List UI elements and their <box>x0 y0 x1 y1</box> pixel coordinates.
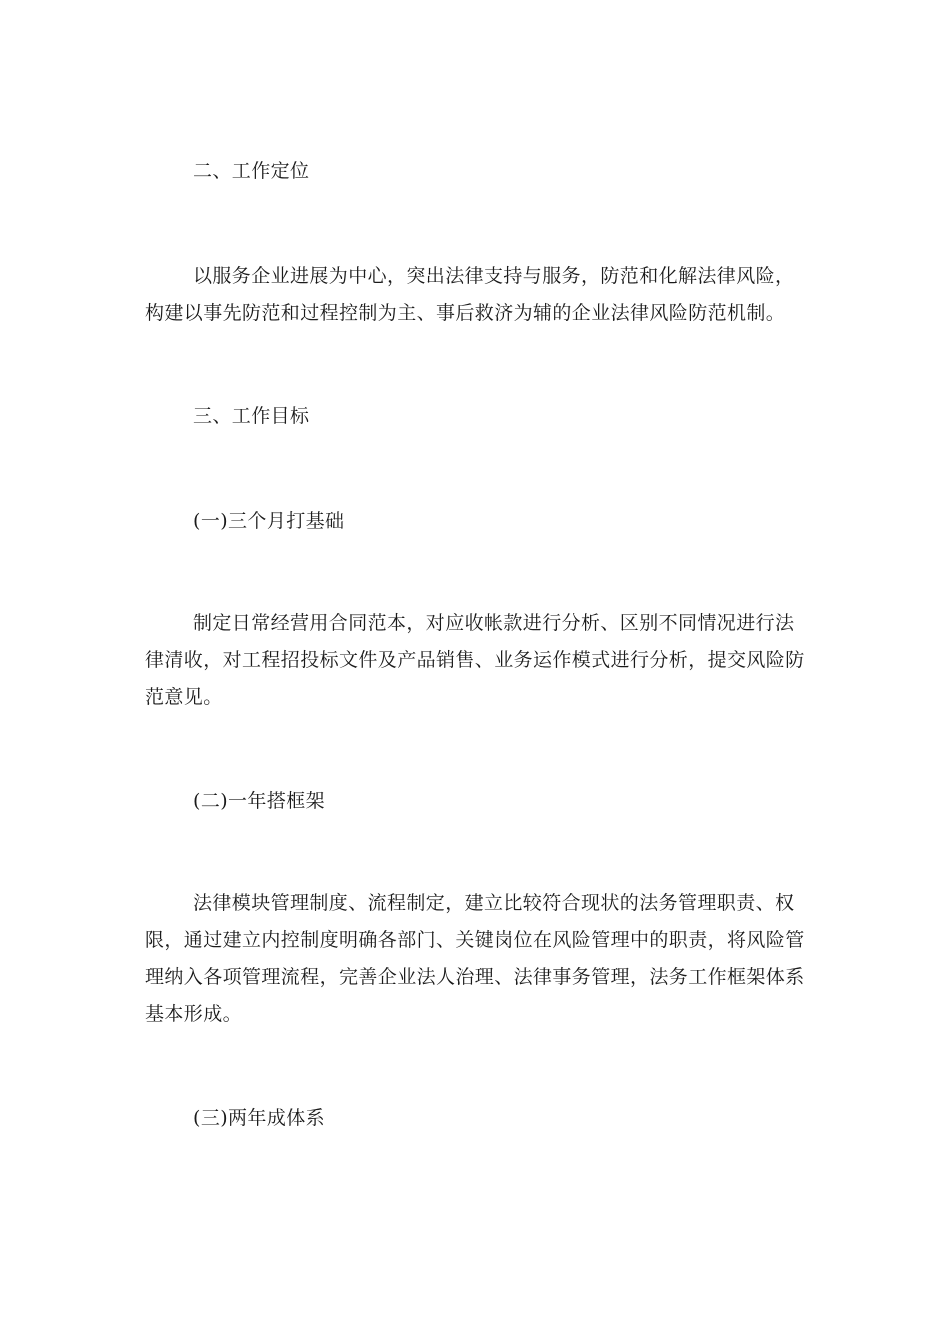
subheading-three-months: (一)三个月打基础 <box>193 510 345 532</box>
section-heading-work-positioning: 二、工作定位 <box>193 160 310 182</box>
subheading-two-years: (三)两年成体系 <box>193 1107 326 1129</box>
subheading-one-year: (二)一年搭框架 <box>193 790 326 812</box>
section-heading-work-goals: 三、工作目标 <box>193 405 310 427</box>
paragraph-one-year: 法律模块管理制度、流程制定，建立比较符合现状的法务管理职责、权限，通过建立内控制度明确各部门、关键岗位在风险管理中的职责，将风险管理纳入各项管理流程，完善企业法人治理、法律事务管理，法务工作框架体系基本形成。 <box>145 892 805 1025</box>
paragraph-work-positioning: 以服务企业进展为中心，突出法律支持与服务，防范和化解法律风险，构建以事先防范和过程控制为主、事后救济为辅的企业法律风险防范机制。 <box>145 265 795 324</box>
paragraph-three-months: 制定日常经营用合同范本，对应收帐款进行分析、区别不同情况进行法律清收，对工程招投标文件及产品销售、业务运作模式进行分析，提交风险防范意见。 <box>145 612 805 708</box>
